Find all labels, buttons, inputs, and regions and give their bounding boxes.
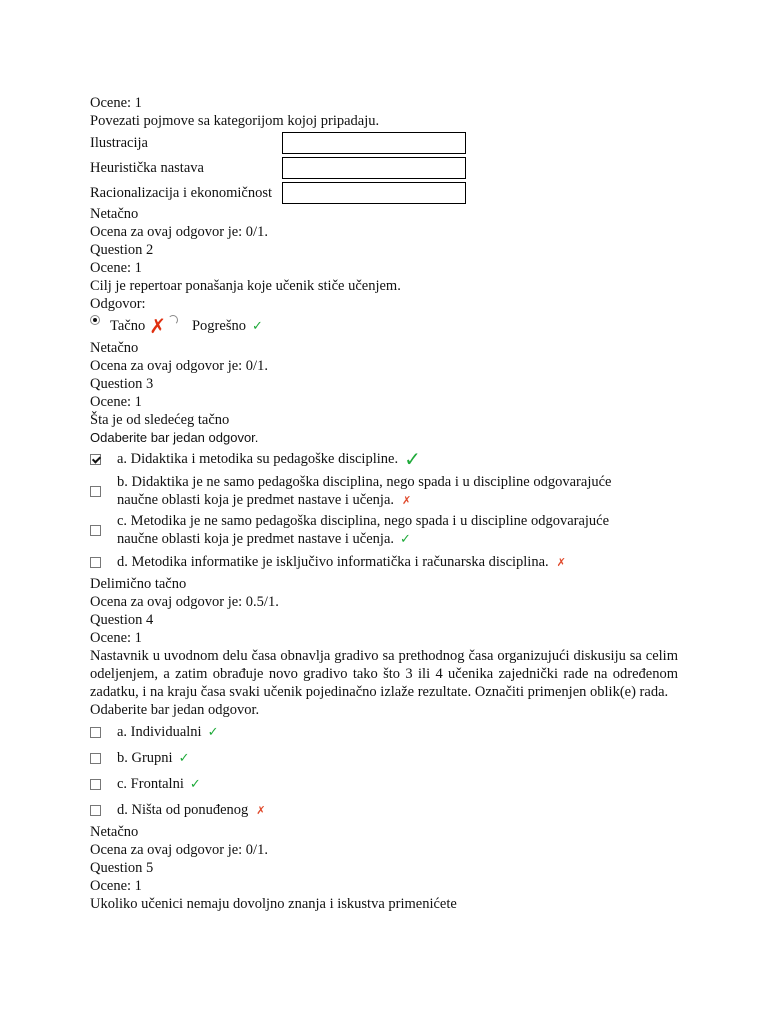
q4-option-d-text: d. Ništa od ponuđenog: [117, 801, 249, 818]
cross-mark-icon: ✗: [149, 314, 166, 338]
q1-item-label: Ilustracija: [90, 134, 148, 151]
q1-result: Netačno: [90, 206, 139, 222]
q3-option-b-line2: naučne oblasti koja je predmet nastave i učenja.: [117, 491, 395, 508]
q4-checkbox-b[interactable]: [90, 753, 101, 764]
q5-marks: Ocene: 1: [90, 878, 142, 894]
q1-match-row-1: [90, 130, 678, 155]
q2-prompt: Cilj je repertoar ponašanja koje učenik stiče učenjem.: [90, 278, 401, 294]
q1-marks: Ocene: 1: [90, 95, 142, 111]
q3-option-c-line2: naučne oblasti koja je predmet nastave i učenja.: [117, 530, 395, 547]
q3-checkbox-b[interactable]: [90, 486, 101, 497]
q4-marks: Ocene: 1: [90, 630, 142, 646]
q4-checkbox-a[interactable]: [90, 727, 101, 738]
check-mark-icon: ✓: [189, 776, 201, 792]
q1-answer-select[interactable]: [282, 182, 466, 204]
q4-score: Ocena za ovaj odgovor je: 0/1.: [90, 842, 268, 858]
q3-option-c: [90, 511, 678, 549]
q1-answer-select[interactable]: [282, 132, 466, 154]
q3-option-d: [90, 549, 678, 575]
q3-checkbox-d[interactable]: [90, 557, 101, 568]
q3-option-b-text: [117, 473, 611, 510]
q4-instruction: Odaberite bar jedan odgovor.: [90, 702, 260, 718]
check-mark-icon: ✓: [207, 724, 219, 740]
q3-title: Question 3: [90, 376, 154, 392]
q4-option-b: [90, 745, 678, 771]
q4-prompt: Nastavnik u uvodnom delu časa obnavlja gradivo sa prethodnog časa organizujući diskusiju sa celim odeljenjem, a zatim obrađuje novo gradivo tako što 3 ili 4 učenika zajednički rade na određenom zadatku, i na kraju časa svaki učenik pojedinačno izlaže rezultate. Označiti primenjen oblik(e) rada.: [90, 648, 678, 700]
q4-checkbox-c[interactable]: [90, 779, 101, 790]
q4-option-c-text: c. Frontalni: [117, 775, 184, 792]
q2-option-false-label: Pogrešno: [191, 317, 246, 334]
q4-title: Question 4: [90, 612, 154, 628]
q1-answer-select[interactable]: [282, 157, 466, 179]
q3-option-c-text: [117, 512, 609, 549]
q5-title: Question 5: [90, 860, 154, 876]
q1-item-label: Heuristička nastava: [90, 159, 204, 176]
q3-option-b-line1: b. Didaktika je ne samo pedagoška disciplina, nego spada i u discipline odgovarajuće: [117, 473, 612, 490]
q1-match-row-2: [90, 155, 678, 180]
cross-mark-icon: ✗: [556, 555, 566, 569]
q4-option-a-text: a. Individualni: [117, 723, 202, 740]
q4-option-a: [90, 719, 678, 745]
q1-prompt: Povezati pojmove sa kategorijom kojoj pripadaju.: [90, 113, 380, 129]
q3-option-a-text: a. Didaktika i metodika su pedagoške discipline.: [117, 450, 399, 467]
q3-option-d-text: d. Metodika informatike je isključivo informatička i računarska disciplina.: [117, 553, 549, 570]
check-mark-icon: ✓: [251, 318, 263, 334]
q3-prompt: Šta je od sledećeg tačno: [90, 412, 230, 428]
q3-option-c-line1: c. Metodika je ne samo pedagoška disciplina, nego spada i u discipline odgovarajuće: [117, 512, 610, 529]
q4-option-d: [90, 797, 678, 823]
q2-options: [90, 313, 678, 339]
check-mark-icon: ✓: [400, 531, 411, 547]
q2-score: Ocena za ovaj odgovor je: 0/1.: [90, 358, 268, 374]
quiz-review-page: [90, 94, 678, 913]
q2-marks: Ocene: 1: [90, 260, 142, 276]
q3-result: Delimično tačno: [90, 576, 187, 592]
q3-instruction: Odaberite bar jedan odgovor.: [90, 430, 259, 445]
q1-item-label: Racionalizacija i ekonomičnost: [90, 184, 272, 201]
q4-option-b-text: b. Grupni: [117, 749, 173, 766]
q2-answer-label: Odgovor:: [90, 296, 146, 312]
q2-option-true-label: Tačno: [110, 317, 146, 334]
q5-prompt: Ukoliko učenici nemaju dovoljno znanja i iskustva primenićete: [90, 896, 457, 912]
q3-option-a: [90, 447, 678, 471]
q1-score: Ocena za ovaj odgovor je: 0/1.: [90, 224, 268, 240]
q2-result: Netačno: [90, 340, 139, 356]
q4-checkbox-d[interactable]: [90, 805, 101, 816]
q3-score: Ocena za ovaj odgovor je: 0.5/1.: [90, 594, 279, 610]
q1-match-row-3: [90, 180, 678, 205]
q3-checkbox-c[interactable]: [90, 525, 101, 536]
q3-marks: Ocene: 1: [90, 394, 142, 410]
q4-result: Netačno: [90, 824, 139, 840]
cross-mark-icon: ✗: [402, 493, 412, 507]
check-mark-icon: ✓: [178, 750, 190, 766]
cross-mark-icon: ✗: [256, 803, 266, 817]
q2-title: Question 2: [90, 242, 154, 258]
check-mark-icon: ✓: [404, 447, 421, 471]
q3-checkbox-a[interactable]: [90, 454, 101, 465]
q2-radio-false[interactable]: [168, 315, 178, 325]
q3-option-b: [90, 471, 678, 511]
q2-radio-true[interactable]: [90, 315, 100, 325]
q4-option-c: [90, 771, 678, 797]
